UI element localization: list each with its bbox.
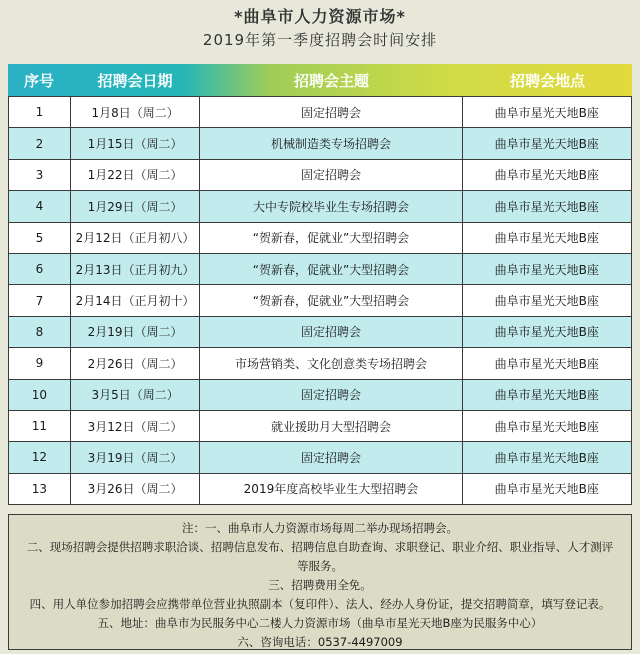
cell-theme: 固定招聘会 bbox=[200, 160, 462, 190]
cell-date: 1月15日（周二） bbox=[71, 128, 201, 158]
cell-date: 3月5日（周二） bbox=[71, 380, 201, 410]
table-row bbox=[9, 411, 631, 442]
cell-date: 2月14日（正月初十） bbox=[71, 285, 201, 315]
note-line: 等服务。 bbox=[297, 559, 343, 573]
cell-theme: 固定招聘会 bbox=[200, 442, 462, 472]
cell-theme: “贺新春，促就业”大型招聘会 bbox=[200, 223, 462, 253]
note-line: 四、用人单位参加招聘会应携带单位营业执照副本（复印件）、法人、经办人身份证，提交招聘简章，填写登记表。 bbox=[29, 597, 611, 611]
cell-date: 2月26日（周二） bbox=[71, 348, 201, 378]
cell-location: 曲阜市星光天地B座 bbox=[494, 325, 599, 340]
cell-no: 7 bbox=[9, 285, 71, 315]
cell-date: 3月12日（周二） bbox=[71, 411, 201, 441]
cell-date: 1月22日（周二） bbox=[71, 160, 201, 190]
cell-theme: 大中专院校毕业生专场招聘会 bbox=[200, 191, 462, 221]
header-location: 招聘会地点 bbox=[509, 71, 585, 90]
note-line: 五、地址：曲阜市为民服务中心二楼人力资源市场（曲阜市星光天地B座为民服务中心） bbox=[97, 616, 543, 630]
title-block bbox=[0, 0, 640, 64]
cell-theme: 2019年度高校毕业生大型招聘会 bbox=[200, 474, 462, 504]
cell-location: 曲阜市星光天地B座 bbox=[494, 137, 599, 152]
cell-location: 曲阜市星光天地B座 bbox=[494, 231, 599, 246]
table-header bbox=[8, 64, 632, 96]
table-row bbox=[9, 317, 631, 348]
note-line: 二、现场招聘会提供招聘求职洽谈、招聘信息发布、招聘信息自助查询、求职登记、职业介绍、职业指导、人才测评 bbox=[26, 540, 614, 554]
header-no: 序号 bbox=[23, 71, 54, 90]
table-row bbox=[9, 380, 631, 411]
note-line: 注：一、曲阜市人力资源市场每周二举办现场招聘会。 bbox=[182, 521, 458, 535]
note-line: 三、招聘费用全免。 bbox=[268, 578, 372, 592]
notes-section bbox=[8, 514, 632, 650]
cell-no: 12 bbox=[9, 442, 71, 472]
cell-no: 9 bbox=[9, 348, 71, 378]
header-date: 招聘会日期 bbox=[97, 71, 173, 90]
schedule-table bbox=[8, 96, 632, 505]
table-row bbox=[9, 223, 631, 254]
cell-date: 3月26日（周二） bbox=[71, 474, 201, 504]
cell-no: 4 bbox=[9, 191, 71, 221]
cell-date: 3月19日（周二） bbox=[71, 442, 201, 472]
page-subtitle: 2019年第一季度招聘会时间安排 bbox=[202, 31, 438, 49]
cell-date: 2月13日（正月初九） bbox=[71, 254, 201, 284]
table-row bbox=[9, 348, 631, 379]
page-title: *曲阜市人力资源市场* bbox=[234, 7, 406, 26]
table-row bbox=[9, 128, 631, 159]
cell-date: 1月8日（周二） bbox=[71, 97, 201, 127]
cell-theme: 固定招聘会 bbox=[200, 97, 462, 127]
table-row bbox=[9, 97, 631, 128]
cell-location: 曲阜市星光天地B座 bbox=[494, 388, 599, 403]
cell-no: 13 bbox=[9, 474, 71, 504]
cell-location: 曲阜市星光天地B座 bbox=[494, 199, 599, 214]
cell-location: 曲阜市星光天地B座 bbox=[494, 168, 599, 183]
cell-theme: 就业援助月大型招聘会 bbox=[200, 411, 462, 441]
cell-location: 曲阜市星光天地B座 bbox=[494, 262, 599, 277]
cell-no: 11 bbox=[9, 411, 71, 441]
cell-theme: 固定招聘会 bbox=[200, 380, 462, 410]
cell-theme: “贺新春，促就业”大型招聘会 bbox=[200, 254, 462, 284]
cell-no: 1 bbox=[9, 97, 71, 127]
cell-theme: “贺新春，促就业”大型招聘会 bbox=[200, 285, 462, 315]
cell-location: 曲阜市星光天地B座 bbox=[494, 294, 599, 309]
table-row bbox=[9, 285, 631, 316]
cell-location: 曲阜市星光天地B座 bbox=[494, 482, 599, 497]
table-row bbox=[9, 254, 631, 285]
cell-theme: 市场营销类、文化创意类专场招聘会 bbox=[200, 348, 462, 378]
table-row bbox=[9, 191, 631, 222]
table-row bbox=[9, 442, 631, 473]
cell-date: 2月12日（正月初八） bbox=[71, 223, 201, 253]
cell-location: 曲阜市星光天地B座 bbox=[494, 105, 599, 120]
cell-no: 6 bbox=[9, 254, 71, 284]
header-theme: 招聘会主题 bbox=[293, 71, 369, 90]
note-line: 六、咨询电话：0537-4497009 bbox=[237, 635, 403, 649]
cell-no: 3 bbox=[9, 160, 71, 190]
cell-theme: 机械制造类专场招聘会 bbox=[200, 128, 462, 158]
cell-no: 5 bbox=[9, 223, 71, 253]
cell-location: 曲阜市星光天地B座 bbox=[494, 356, 599, 371]
cell-location: 曲阜市星光天地B座 bbox=[494, 450, 599, 465]
cell-location: 曲阜市星光天地B座 bbox=[494, 419, 599, 434]
cell-no: 10 bbox=[9, 380, 71, 410]
cell-date: 2月19日（周二） bbox=[71, 317, 201, 347]
cell-theme: 固定招聘会 bbox=[200, 317, 462, 347]
table-row bbox=[9, 160, 631, 191]
cell-no: 2 bbox=[9, 128, 71, 158]
cell-date: 1月29日（周二） bbox=[71, 191, 201, 221]
table-row bbox=[9, 474, 631, 505]
cell-no: 8 bbox=[9, 317, 71, 347]
